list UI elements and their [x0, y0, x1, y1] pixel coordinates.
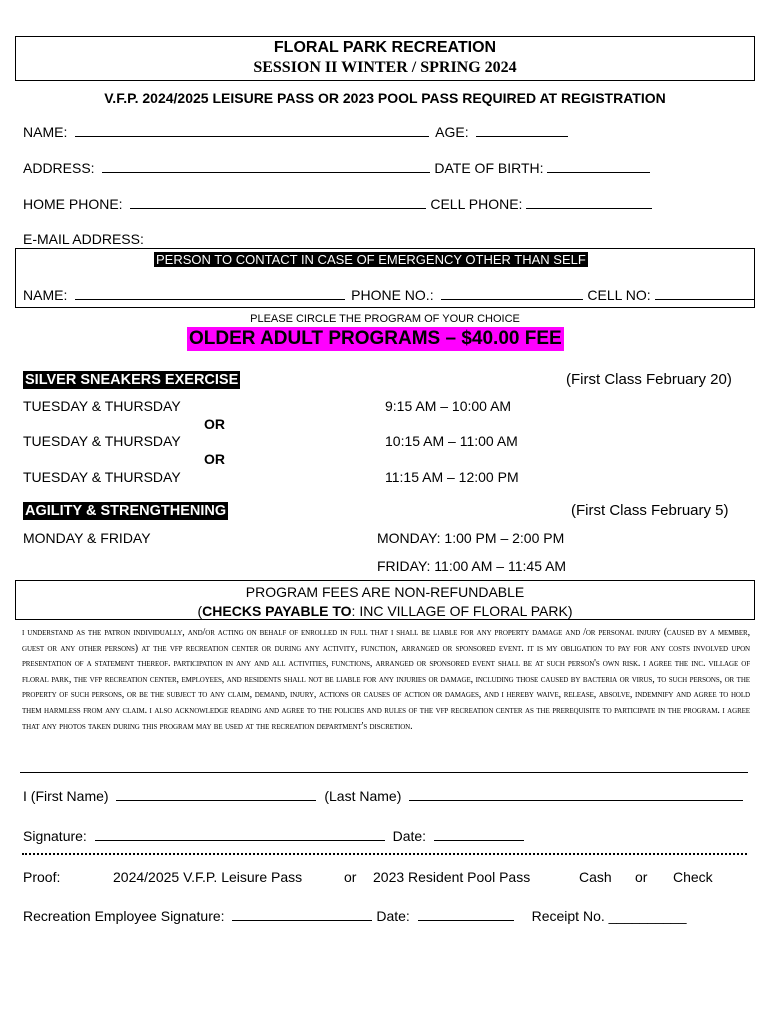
silver-session-1-time[interactable]: 9:15 AM – 10:00 AM [385, 398, 512, 414]
proof-or-2: or [635, 869, 648, 885]
agility-first-class: (First Class February 5) [571, 502, 729, 519]
checks-paren: ( [197, 603, 203, 619]
name-age-row [23, 124, 568, 140]
dob-label: DATE OF BIRTH: [434, 160, 544, 176]
agility-monday-time[interactable]: MONDAY: 1:00 PM – 2:00 PM [377, 530, 565, 546]
emergency-fields-row [23, 287, 755, 303]
checks-payable [16, 603, 754, 619]
silver-session-1-days[interactable]: TUESDAY & THURSDAY [23, 398, 181, 414]
employee-signature-label: Recreation Employee Signature: [23, 908, 225, 924]
silver-session-3-time[interactable]: 11:15 AM – 12:00 PM [385, 469, 519, 485]
agility-days[interactable]: MONDAY & FRIDAY [23, 530, 151, 546]
employee-date-field[interactable] [418, 920, 514, 921]
program-fee-banner: OLDER ADULT PROGRAMS – $40.00 FEE [189, 328, 562, 349]
liability-waiver: i understand as the patron individually, and/or acting on behalf of enrolled in full that i shall be liable for any property damage and /or personal injury (caused by a member, guest or any other persons) at the vfp recreation center or during any activity, function, arranged or sponsored event. it is my obligation to pay for any costs involved upon presentation of a statement thereof. participation in any and all activities, functions, arranged or sponsored event shall be at such person's own risk. i agree the inc. village of floral park, the vfp recreation center, employees, and residents shall not be liable for any injuries or damage, including those caused by bacteria or virus, to such persons, or the property of such persons, or be the subject to any claim, demand, injury, actions or causes of action or damages, and i hereby waive, release, absolve, indemnify and agree to hold them harmless from any claim. i also acknowledge reading and agree to the policies and rules of the vfp recreation center as the prerequisite to participate in the program. i agree that any photos taken during this program may be used at the recreation department's discretion. [22, 627, 750, 732]
emergency-contact-box [15, 248, 755, 308]
checks-payee: : INC VILLAGE OF FLORAL PARK) [351, 603, 573, 619]
proof-cash[interactable]: Cash [579, 869, 612, 885]
session-title: SESSION II WINTER / SPRING 2024 [253, 59, 517, 76]
waiver-divider [20, 772, 748, 773]
office-use-divider [22, 853, 747, 855]
name-field[interactable] [75, 136, 429, 137]
address-label: ADDRESS: [23, 160, 95, 176]
date-field[interactable] [434, 840, 524, 841]
receipt-label[interactable]: Receipt No. __________ [531, 908, 687, 924]
dob-field[interactable] [547, 172, 650, 173]
phone-row [23, 196, 652, 212]
employee-signature-field[interactable] [232, 920, 372, 921]
silver-session-3-days[interactable]: TUESDAY & THURSDAY [23, 469, 181, 485]
agility-friday-time[interactable]: FRIDAY: 11:00 AM – 11:45 AM [377, 558, 567, 574]
silver-sneakers-first-class: (First Class February 20) [566, 371, 732, 388]
emergency-cell-field[interactable] [655, 299, 755, 300]
proof-leisure-pass[interactable]: 2024/2025 V.F.P. Leisure Pass [113, 869, 303, 885]
proof-check[interactable]: Check [673, 869, 713, 885]
silver-sneakers-heading: SILVER SNEAKERS EXERCISE [25, 372, 239, 388]
proof-or: or [344, 869, 357, 885]
emergency-phone-label: PHONE NO.: [351, 287, 434, 303]
emergency-name-field[interactable] [75, 299, 345, 300]
last-name-label: (Last Name) [324, 788, 402, 804]
emergency-cell-label: CELL NO: [587, 287, 651, 303]
circle-program-note: PLEASE CIRCLE THE PROGRAM OF YOUR CHOICE [250, 313, 520, 325]
last-name-field[interactable] [409, 800, 743, 801]
age-label: AGE: [435, 124, 469, 140]
document-title: FLORAL PARK RECREATION [273, 39, 497, 56]
silver-session-2-time[interactable]: 10:15 AM – 11:00 AM [385, 433, 518, 449]
or-separator: OR [204, 416, 225, 432]
name-label: NAME: [23, 124, 68, 140]
address-dob-row [23, 160, 650, 176]
cell-phone-label: CELL PHONE: [430, 196, 523, 212]
silver-session-2-days[interactable]: TUESDAY & THURSDAY [23, 433, 181, 449]
pass-requirement: V.F.P. 2024/2025 LEISURE PASS OR 2023 POOL PASS REQUIRED AT REGISTRATION [104, 90, 666, 106]
first-name-field[interactable] [116, 800, 316, 801]
date-label: Date: [392, 828, 427, 844]
agility-heading: AGILITY & STRENGTHENING [25, 503, 227, 519]
title-box [15, 36, 755, 81]
proof-pool-pass[interactable]: 2023 Resident Pool Pass [373, 869, 531, 885]
signature-field[interactable] [95, 840, 385, 841]
home-phone-field[interactable] [130, 208, 426, 209]
home-phone-label: HOME PHONE: [23, 196, 123, 212]
or-separator: OR [204, 451, 225, 467]
patron-name-row [23, 788, 743, 804]
fees-box [15, 580, 755, 620]
emergency-title: PERSON TO CONTACT IN CASE OF EMERGENCY OTHER THAN SELF [156, 252, 586, 267]
signature-label: Signature: [23, 828, 87, 844]
signature-row [23, 828, 524, 844]
employee-row [23, 908, 687, 924]
email-label: E-MAIL ADDRESS: [23, 231, 144, 247]
email-row [23, 231, 144, 247]
proof-label: Proof: [23, 869, 61, 885]
address-field[interactable] [102, 172, 430, 173]
emergency-phone-field[interactable] [441, 299, 583, 300]
age-field[interactable] [476, 136, 568, 137]
cell-phone-field[interactable] [526, 208, 652, 209]
checks-label: CHECKS PAYABLE TO [202, 603, 352, 619]
employee-date-label: Date: [376, 908, 410, 924]
first-name-label: I (First Name) [23, 788, 109, 804]
emergency-name-label: NAME: [23, 287, 68, 303]
fees-non-refundable: PROGRAM FEES ARE NON-REFUNDABLE [245, 584, 525, 600]
